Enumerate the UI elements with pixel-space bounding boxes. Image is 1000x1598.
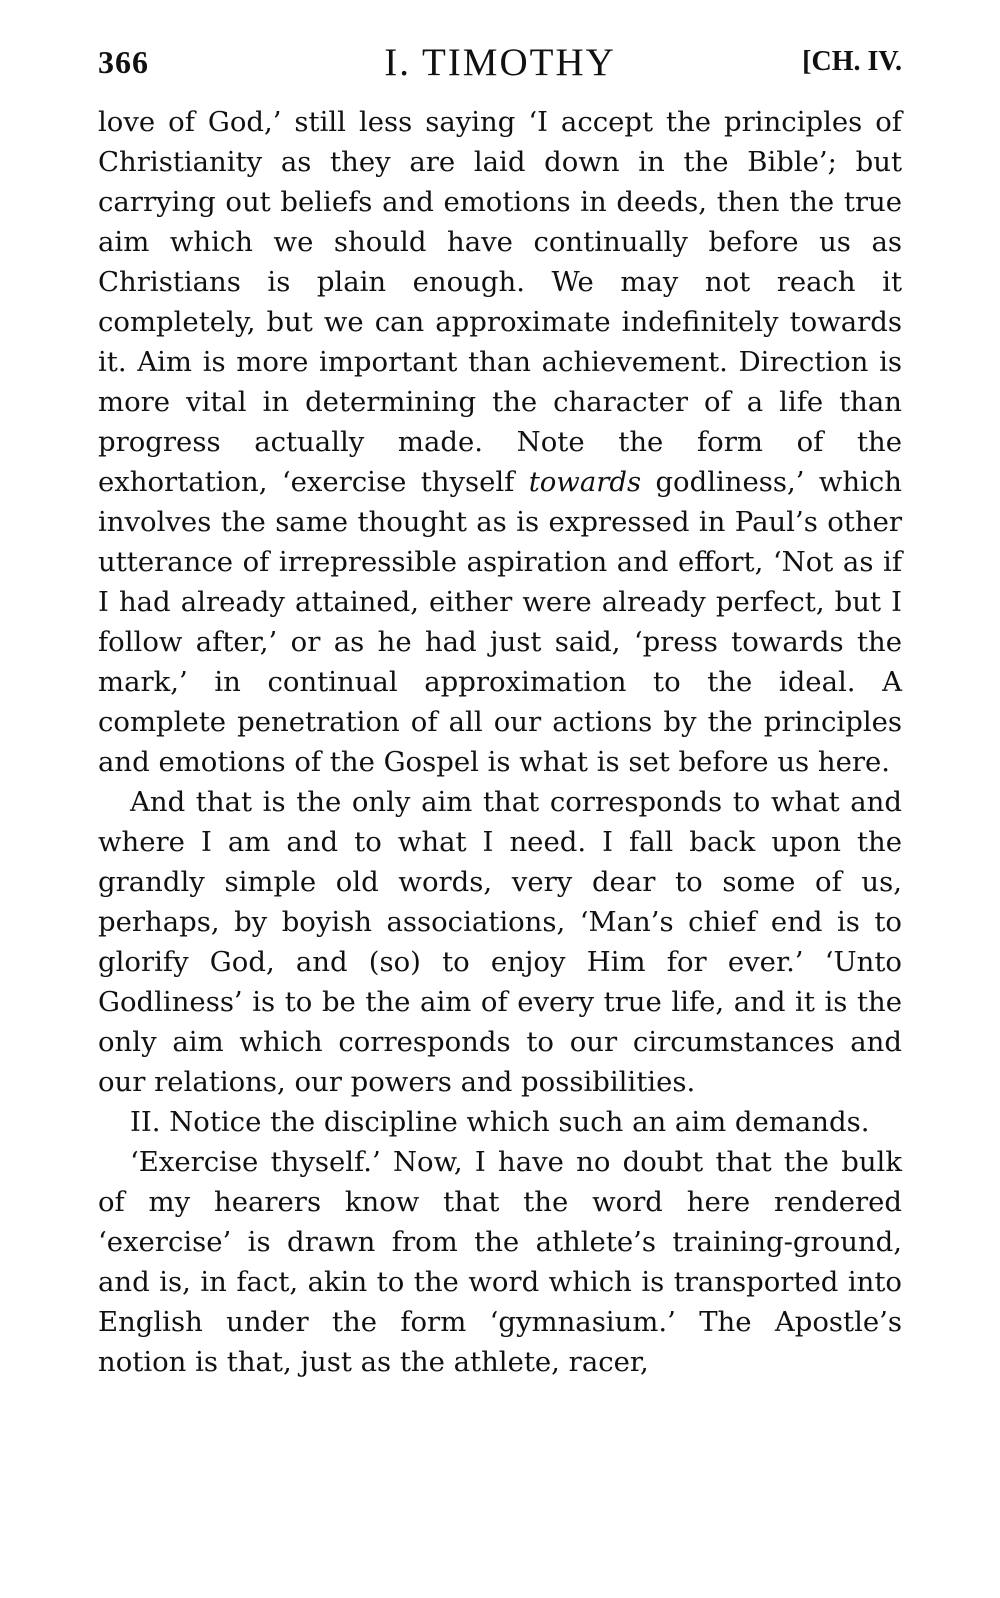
paragraph-text: godliness,’ which involves the same thought as is expressed in Paul’s other utterance of irrepressible aspiration and effort, ‘Not as if I had already attained, either were already perfect, but I follow after,’ or as he had just said, ‘press towards the mark,’ in continual approximation to the ideal. A complete penetration of all our actions by the principles and emotions of the Gospel is what is set before us here. — [98, 466, 902, 778]
book-page — [98, 40, 902, 1382]
paragraph-continued — [98, 102, 902, 782]
paragraph: And that is the only aim that corresponds to what and where I am and to what I need. I fall back upon the grandly simple old words, very dear to some of us, perhaps, by boyish associations, ‘Man’s chief end is to glorify God, and (so) to enjoy Him for ever.’ ‘Unto Godliness’ is to be the aim of every true life, and it is the only aim which corresponds to our circumstances and our relations, our powers and possibilities. — [98, 786, 902, 1098]
section-heading-paragraph: II. Notice the discipline which such an aim demands. — [130, 1106, 870, 1138]
paragraph-text: love of God,’ still less saying ‘I accept the principles of Christianity as they are laid down in the Bible’; but carrying out beliefs and emotions in deeds, then the true aim which we should have continually before us as Christians is plain enough. We may not reach it completely, but we can approximate indefinitely towards it. Aim is more important than achievement. Direction is more vital in determining the character of a life than progress actually made. Note the form of the exhortation, ‘exercise thyself — [98, 106, 902, 498]
body-text — [98, 102, 902, 1382]
page-number: 366 — [98, 44, 149, 80]
paragraph: ‘Exercise thyself.’ Now, I have no doubt that the bulk of my hearers know that the word here rendered ‘exercise’ is drawn from the athlete’s training-ground, and is, in fact, akin to the word which is transported into English under the form ‘gymnasium.’ The Apostle’s notion is that, just as the athlete, racer, — [98, 1146, 902, 1378]
running-head — [98, 40, 902, 92]
chapter-reference: [CH. IV. — [802, 46, 902, 77]
book-title: I. TIMOTHY — [384, 41, 616, 84]
emphasis-text: towards — [528, 466, 642, 498]
